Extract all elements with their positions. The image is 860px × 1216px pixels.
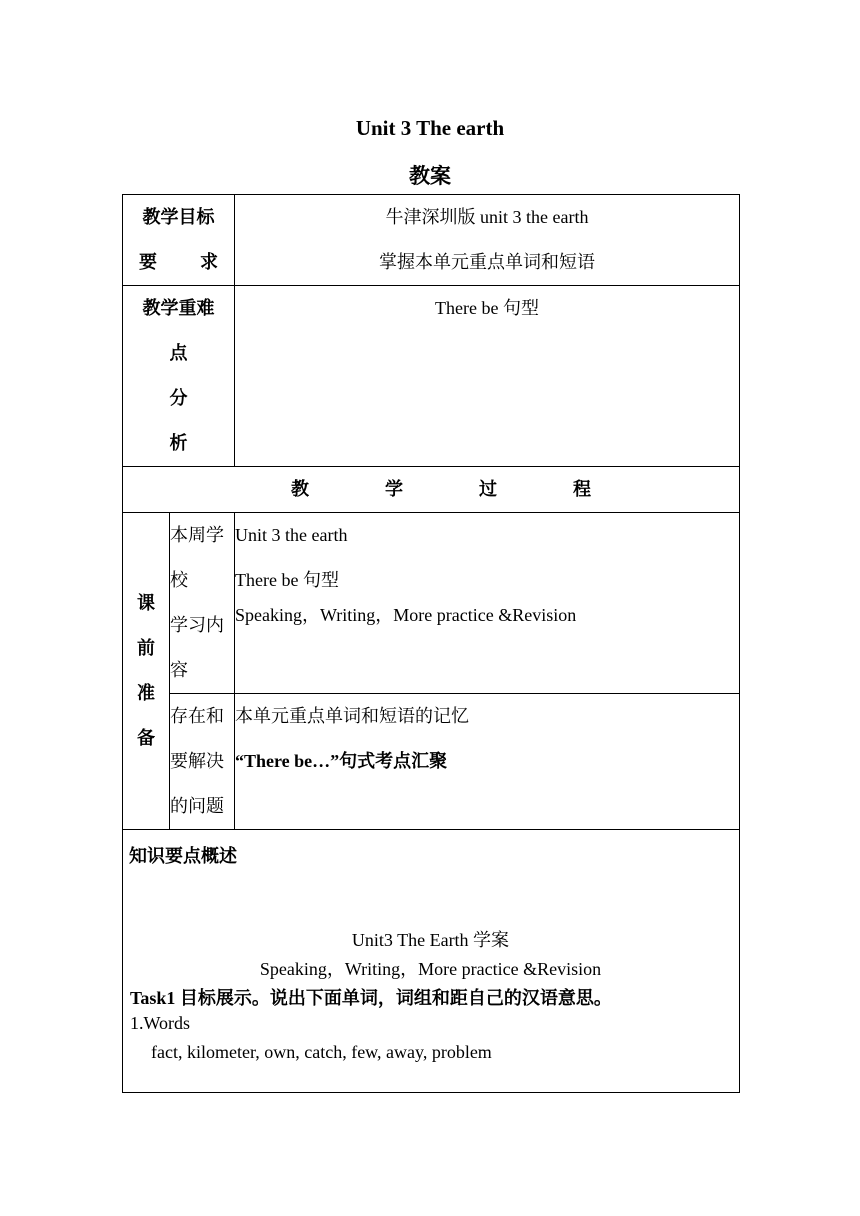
weekly-label-line: 本周学 <box>170 525 224 545</box>
words-list: fact, kilometer, own, catch, few, away, problem <box>151 1042 492 1062</box>
problems-content-cell <box>235 694 740 830</box>
preparation-label-cell <box>123 513 170 830</box>
weekly-label-line: 学习内 <box>170 615 224 635</box>
difficulties-label-line: 教学重难 <box>142 298 215 318</box>
worksheet-title: Unit3 The Earth 学案 <box>351 930 510 950</box>
document-subtitle: 教案 <box>409 164 451 188</box>
knowledge-cell <box>123 830 740 1093</box>
objectives-label-line1: 教学目标 <box>142 207 215 227</box>
problems-label-cell <box>170 694 235 830</box>
process-heading-cell <box>123 467 740 513</box>
problems-label-line: 要解决 <box>170 751 224 771</box>
problems-line2: “There be…”句式考点汇聚 <box>235 751 448 771</box>
words-label: 1.Words <box>130 1013 191 1033</box>
objectives-row <box>123 195 740 286</box>
preparation-label-char: 准 <box>137 683 155 703</box>
weekly-line: Speaking，Writing，More practice &Revision <box>235 605 577 625</box>
weekly-line: There be 句型 <box>235 570 339 590</box>
objectives-label-line2 <box>123 240 234 285</box>
task1-text: 目标展示。说出下面单词，词组和距自己的汉语意思。 <box>175 988 612 1008</box>
weekly-label-cell <box>170 513 235 694</box>
document-title: Unit 3 The earth <box>355 116 505 140</box>
problems-label-line: 的问题 <box>170 796 224 816</box>
task1-line <box>130 984 612 1010</box>
weekly-label-line: 容 <box>170 660 188 680</box>
lesson-plan-table <box>122 194 740 1093</box>
weekly-label-line: 校 <box>170 570 188 590</box>
problems-row <box>123 694 740 830</box>
difficulties-label-line: 析 <box>169 433 188 453</box>
preparation-label-char: 课 <box>137 593 155 613</box>
objectives-content-cell <box>235 195 740 286</box>
preparation-label-char: 备 <box>137 728 155 748</box>
process-char: 学 <box>385 479 403 499</box>
problems-label-line: 存在和 <box>170 706 224 726</box>
objectives-line1: 牛津深圳版 unit 3 the earth <box>385 207 589 227</box>
process-heading <box>123 467 739 512</box>
objectives-label-char-b: 求 <box>200 252 218 272</box>
difficulties-label-line: 分 <box>169 388 188 408</box>
knowledge-row <box>123 830 740 1093</box>
process-char: 程 <box>573 479 591 499</box>
weekly-content-cell <box>235 513 740 694</box>
difficulties-content-cell <box>235 286 740 467</box>
process-char: 过 <box>479 479 497 499</box>
task1-label: Task1 <box>130 988 176 1008</box>
worksheet-subtitle: Speaking，Writing，More practice &Revision <box>259 959 602 979</box>
objectives-label-char-a: 要 <box>139 252 157 272</box>
process-char: 教 <box>291 479 309 499</box>
weekly-row <box>123 513 740 694</box>
difficulties-label-cell <box>123 286 235 467</box>
difficulties-label-line: 点 <box>169 343 188 363</box>
process-row <box>123 467 740 513</box>
problems-line1: 本单元重点单词和短语的记忆 <box>235 706 469 726</box>
knowledge-heading: 知识要点概述 <box>129 846 237 866</box>
objectives-label-cell <box>123 195 235 286</box>
preparation-label-char: 前 <box>137 638 155 658</box>
difficulties-content: There be 句型 <box>435 298 539 318</box>
difficulties-row <box>123 286 740 467</box>
weekly-line: Unit 3 the earth <box>235 525 348 545</box>
objectives-line2: 掌握本单元重点单词和短语 <box>379 252 595 272</box>
knowledge-area <box>123 830 739 1092</box>
